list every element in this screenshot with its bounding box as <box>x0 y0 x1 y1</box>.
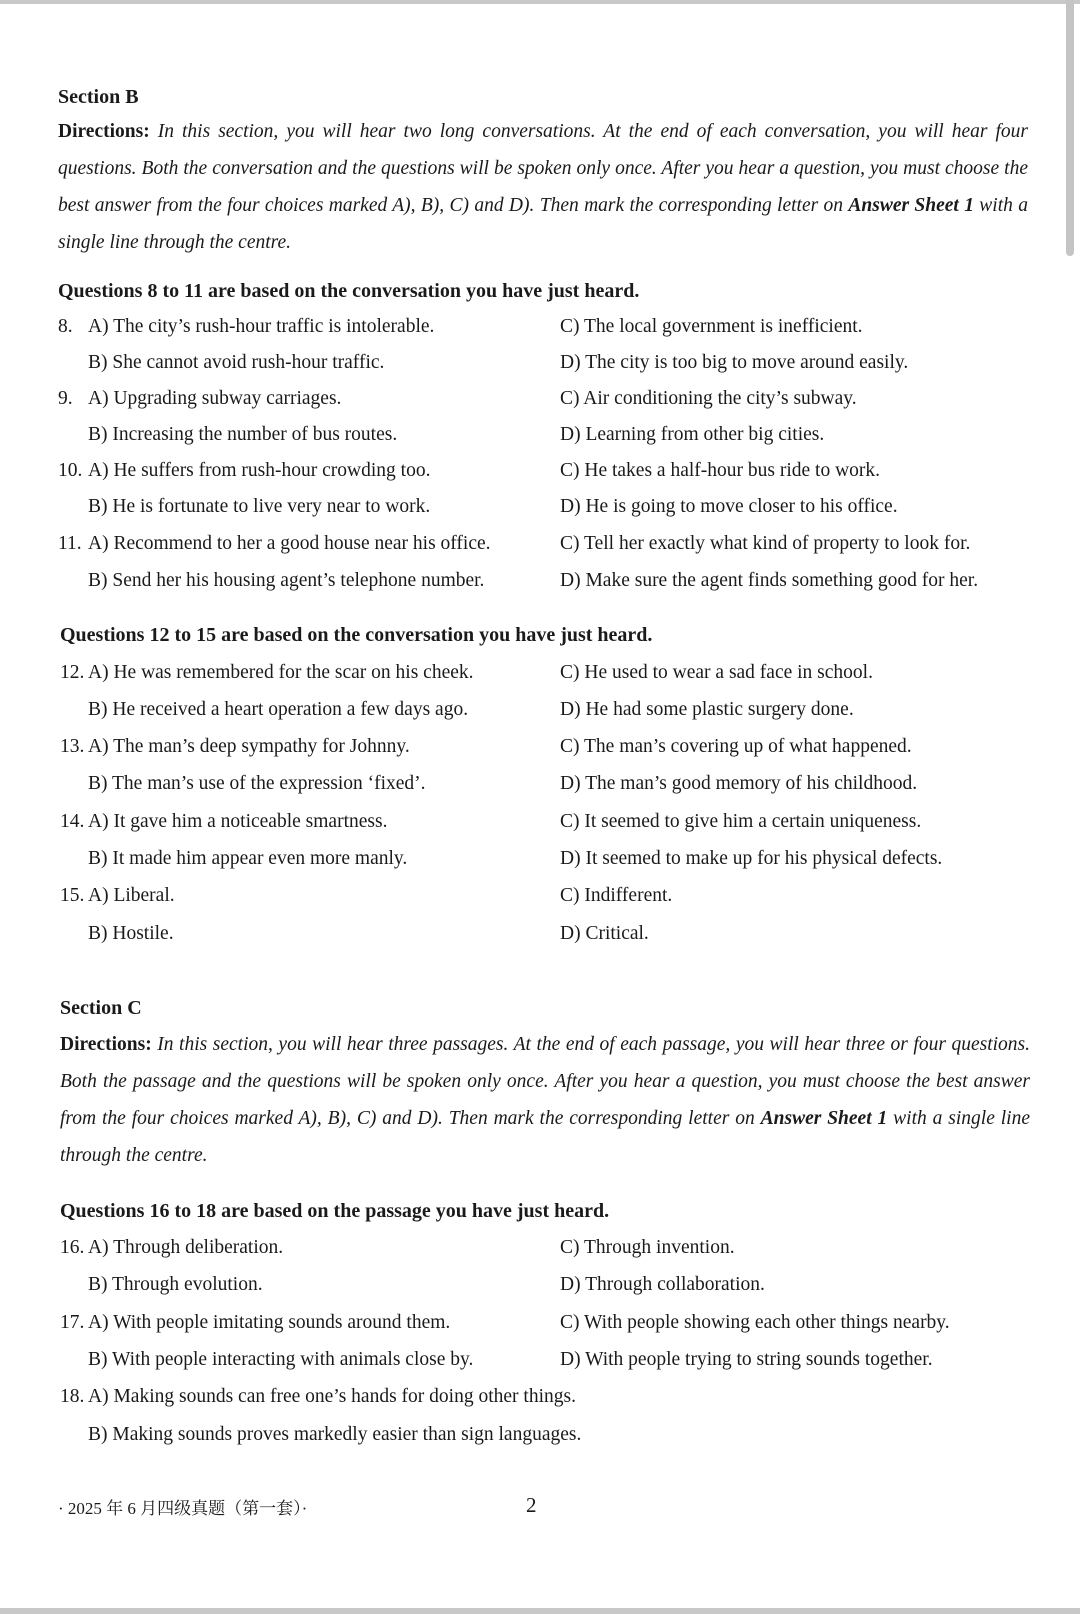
question-number: 17. <box>60 1312 85 1333</box>
option-b: B) Send her his housing agent’s telephone number. <box>88 570 485 591</box>
option-d: D) Learning from other big cities. <box>560 424 825 445</box>
option-d: D) Through collaboration. <box>560 1274 765 1295</box>
option-b: B) He is fortunate to live very near to work. <box>88 496 431 517</box>
option-c: C) Indifferent. <box>560 885 673 906</box>
question-number: 18. <box>60 1386 85 1407</box>
page-number: 2 <box>526 1493 537 1517</box>
option-a: A) Making sounds can free one’s hands for doing other things. <box>88 1386 576 1407</box>
question-group-heading: Questions 16 to 18 are based on the passage you have just heard. <box>60 1200 610 1222</box>
footer-exam-label: · 2025 年 6 月四级真题（第一套）· <box>58 1499 308 1518</box>
directions-label: Directions: <box>58 121 150 142</box>
option-d: D) The man’s good memory of his childhood. <box>560 773 918 794</box>
option-b: B) Hostile. <box>88 923 174 944</box>
answer-sheet-emphasis: Answer Sheet 1 <box>848 195 974 216</box>
option-a: A) Through deliberation. <box>88 1237 284 1258</box>
question-number: 12. <box>60 662 85 683</box>
option-c: C) He takes a half-hour bus ride to work. <box>560 460 881 481</box>
bottom-edge-bar <box>0 1608 1080 1614</box>
option-c: C) Tell her exactly what kind of property to look for. <box>560 533 971 554</box>
option-c: C) With people showing each other things nearby. <box>560 1312 950 1333</box>
question-number: 8. <box>58 316 73 337</box>
question-number: 16. <box>60 1237 85 1258</box>
option-b: B) Making sounds proves markedly easier than sign languages. <box>88 1424 582 1445</box>
option-b: B) Increasing the number of bus routes. <box>88 424 398 445</box>
option-a: A) He suffers from rush-hour crowding too. <box>88 460 431 481</box>
option-a: A) The man’s deep sympathy for Johnny. <box>88 736 410 757</box>
directions-text-end: with a single line through the centre. <box>58 195 1028 253</box>
option-a: A) It gave him a noticeable smartness. <box>88 811 388 832</box>
option-c: C) It seemed to give him a certain uniqueness. <box>560 811 922 832</box>
option-c: C) He used to wear a sad face in school. <box>560 662 873 683</box>
option-a: A) He was remembered for the scar on his cheek. <box>88 662 474 683</box>
option-a: A) The city’s rush-hour traffic is intolerable. <box>88 316 435 337</box>
option-d: D) He had some plastic surgery done. <box>560 699 854 720</box>
option-b: B) He received a heart operation a few days ago. <box>88 699 469 720</box>
option-c: C) The man’s covering up of what happened. <box>560 736 912 757</box>
section-c-directions <box>60 1026 1030 1174</box>
question-number: 15. <box>60 885 85 906</box>
option-b: B) It made him appear even more manly. <box>88 848 408 869</box>
option-a: A) Upgrading subway carriages. <box>88 388 342 409</box>
directions-text: In this section, you will hear three passages. At the end of each passage, you will hear three or four questions. Both the passage and the questions will be spoken only once. After you hear a question, you must choose the best answer from the four choices marked A), B), C) and D). Then mark the corresponding letter on <box>60 1034 1030 1129</box>
question-number: 11. <box>58 533 82 554</box>
option-d: D) It seemed to make up for his physical defects. <box>560 848 943 869</box>
question-group-heading: Questions 12 to 15 are based on the conversation you have just heard. <box>60 624 653 646</box>
option-b: B) Through evolution. <box>88 1274 263 1295</box>
option-d: D) He is going to move closer to his office. <box>560 496 898 517</box>
question-group-heading: Questions 8 to 11 are based on the conversation you have just heard. <box>58 280 640 302</box>
option-d: D) With people trying to string sounds together. <box>560 1349 933 1370</box>
option-b: B) The man’s use of the expression ‘fixed’. <box>88 773 426 794</box>
question-number: 13. <box>60 736 85 757</box>
option-a: A) Liberal. <box>88 885 175 906</box>
option-c: C) Through invention. <box>560 1237 735 1258</box>
directions-text: In this section, you will hear two long conversations. At the end of each conversation, you will hear four questions. Both the conversation and the questions will be spoken only once. After you hear a question, you must choose the best answer from the four choices marked A), B), C) and D). Then mark the corresponding letter on <box>58 121 1029 216</box>
question-number: 10. <box>58 460 83 481</box>
option-b: B) She cannot avoid rush-hour traffic. <box>88 352 385 373</box>
top-edge-bar <box>0 0 1080 4</box>
directions-text-end: with a single line through the centre. <box>60 1108 1030 1166</box>
section-b-title: Section B <box>58 86 139 108</box>
option-c: C) Air conditioning the city’s subway. <box>560 388 857 409</box>
option-d: D) Critical. <box>560 923 649 944</box>
answer-sheet-emphasis: Answer Sheet 1 <box>760 1108 888 1129</box>
option-d: D) Make sure the agent finds something good for her. <box>560 570 979 591</box>
section-c-title: Section C <box>60 997 142 1019</box>
option-c: C) The local government is inefficient. <box>560 316 863 337</box>
scrollbar-thumb[interactable] <box>1066 0 1074 256</box>
section-b-directions <box>58 113 1028 261</box>
option-b: B) With people interacting with animals close by. <box>88 1349 474 1370</box>
question-number: 9. <box>58 388 73 409</box>
option-d: D) The city is too big to move around easily. <box>560 352 909 373</box>
option-a: A) Recommend to her a good house near his office. <box>88 533 491 554</box>
option-a: A) With people imitating sounds around them. <box>88 1312 451 1333</box>
directions-label: Directions: <box>60 1034 152 1055</box>
question-number: 14. <box>60 811 85 832</box>
